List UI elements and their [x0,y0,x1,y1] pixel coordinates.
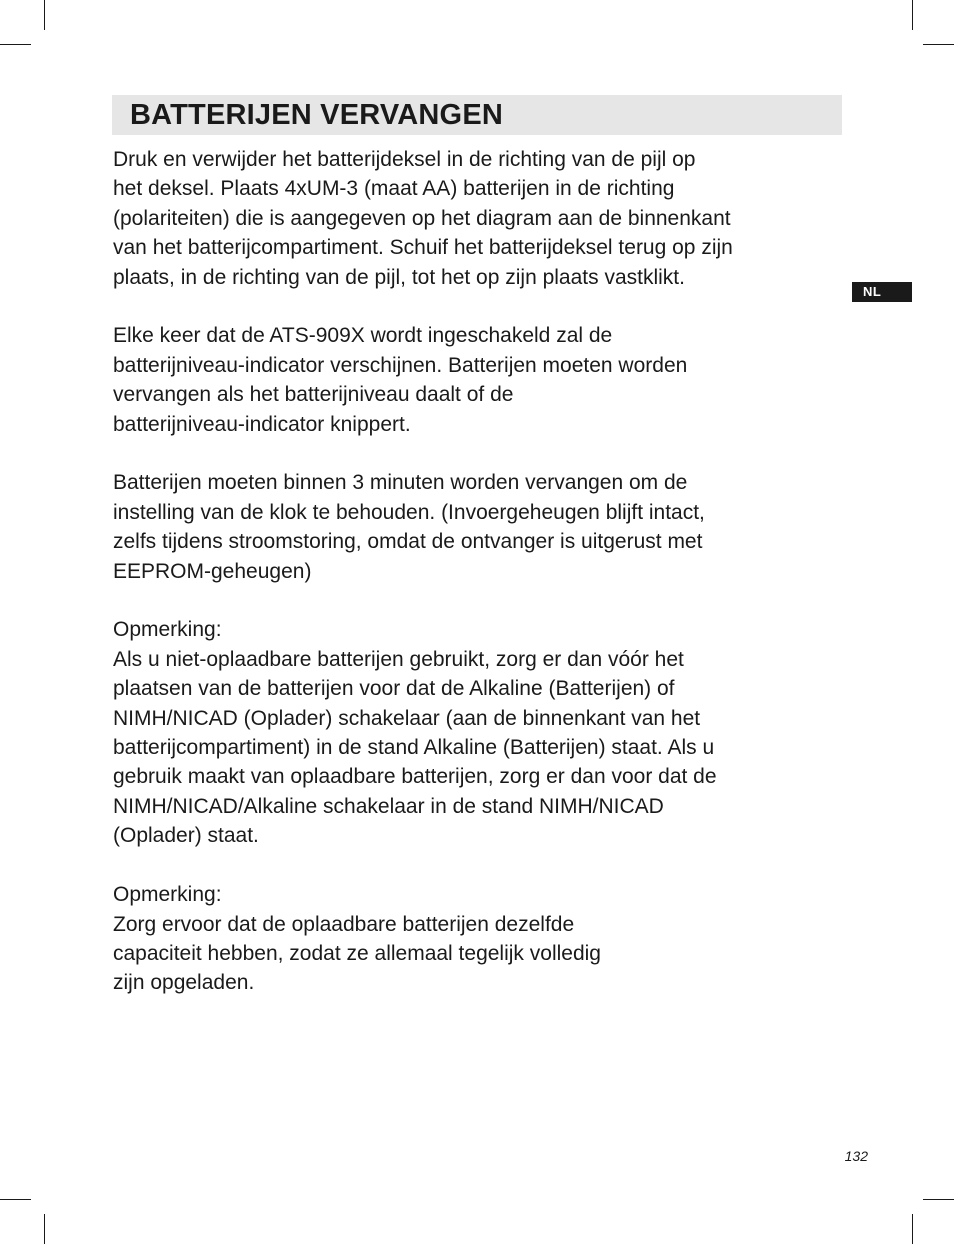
body-text [113,145,841,998]
paragraph-battery-insertion: Druk en verwijder het batterijdeksel in de richting van de pijl op het deksel. Plaats 4xUM-3 (maat AA) batterijen in de richting (polariteiten) die is aangegeven op het diagram aan de binnenkant van het batterijcompartiment. Schuif het batterijdeksel terug op zijn plaats, in de richting van de pijl, tot het op zijn plaats vastklikt. [113,148,733,289]
crop-mark-top-left-vertical [44,0,45,30]
paragraph-note-switch: Opmerking: Als u niet-oplaadbare batterijen gebruikt, zorg er dan vóór het plaatsen van de batterijen voor dat de Alkaline (Batterijen) of NIMH/NICAD (Oplader) schakelaar (aan de binnenkant van het batterijcompartiment) in de stand Alkaline (Batterijen) staat. Als u gebruik maakt van oplaadbare batterijen, zorg er dan voor dat de NIMH/NICAD/Alkaline schakelaar in de stand NIMH/NICAD (Oplader) staat. [113,618,717,848]
paragraph-battery-indicator: Elke keer dat de ATS-909X wordt ingeschakeld zal de batterijniveau-indicator verschijnen. Batterijen moeten worden vervangen als het batterijniveau daalt of de batterijniveau-indicator knippert. [113,324,688,436]
paragraph-note-capacity: Opmerking: Zorg ervoor dat de oplaadbare batterijen dezelfde capaciteit hebben, zodat ze allemaal tegelijk volledig zijn opgeladen. [113,883,601,995]
page-number: 132 [844,1148,868,1164]
crop-mark-top-right-horizontal [923,44,954,45]
crop-mark-top-right-vertical [912,0,913,30]
crop-mark-bottom-left-horizontal [0,1199,31,1200]
paragraph-clock-retention: Batterijen moeten binnen 3 minuten worden vervangen om de instelling van de klok te behouden. (Invoergeheugen blijft intact, zelfs tijdens stroomstoring, omdat de ontvanger is uitgerust met EEPROM-geheugen) [113,471,705,583]
section-heading-bar [112,95,842,135]
section-title: BATTERIJEN VERVANGEN [130,99,503,131]
crop-mark-bottom-left-vertical [44,1214,45,1244]
crop-mark-bottom-right-vertical [912,1214,913,1244]
crop-mark-bottom-right-horizontal [923,1199,954,1200]
language-tab: NL [852,282,912,302]
crop-mark-top-left-horizontal [0,44,31,45]
